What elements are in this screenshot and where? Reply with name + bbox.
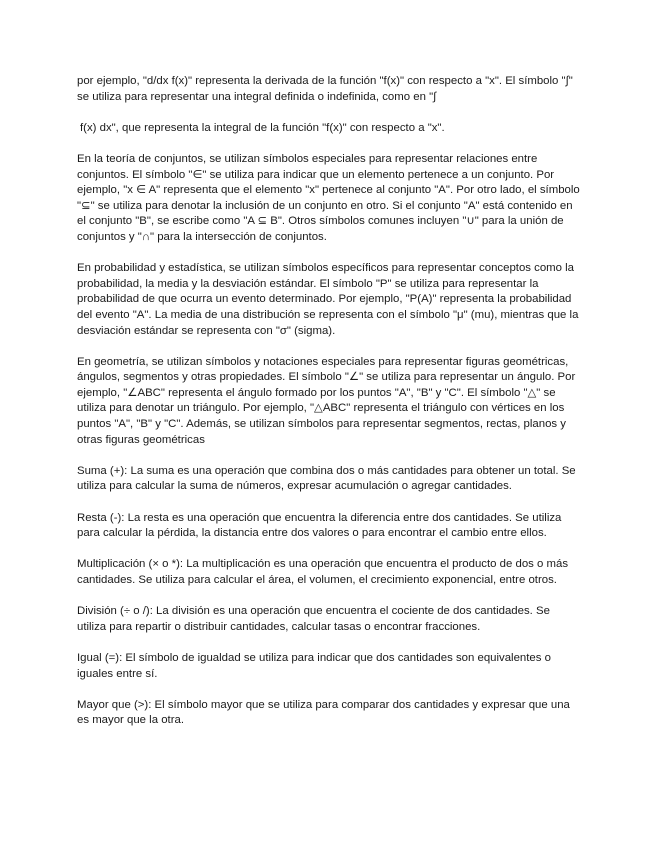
- paragraph-integral-continuation: f(x) dx", que representa la integral de la función "f(x)" con respecto a "x".: [80, 121, 445, 134]
- document-body: [77, 74, 582, 745]
- paragraph-probability: En probabilidad y estadística, se utilizan símbolos específicos para representar conceptos como la probabilidad, la media y la desviación estándar. El símbolo "P" se utiliza para representar la probabilidad de que ocurra un evento determinado. Por ejemplo, "P(A)" representa la probabilidad del evento "A". La media de una distribución se representa con el símbolo "μ" (mu), mientras que la desviación estándar se representa con "σ" (sigma).: [77, 262, 579, 337]
- paragraph-mayor-que: Mayor que (>): El símbolo mayor que se utiliza para comparar dos cantidades y expresar que una es mayor que la otra.: [77, 698, 570, 727]
- paragraph-multiplicacion: Multiplicación (× o *): La multiplicación es una operación que encuentra el producto de dos o más cantidades. Se utiliza para calcular el área, el volumen, el crecimiento exponencial, entre otros.: [77, 558, 569, 586]
- paragraph-geometry: En geometría, se utilizan símbolos y notaciones especiales para representar figuras geométricas, ángulos, segmentos y otras propiedades. El símbolo "∠" se utiliza para representar un ángulo. Por ejemplo, "∠ABC" representa el ángulo formado por los puntos "A", "B" y "C". El símbolo "△" se utiliza para denotar un triángulo. Por ejemplo, "△ABC" representa el triángulo con vértices en los puntos "A", "B" y "C". Además, se utilizan símbolos para representar segmentos, rectas, planos y otras figuras geométricas: [77, 355, 576, 446]
- paragraph-resta: Resta (-): La resta es una operación que encuentra la diferencia entre dos cantidades. Se utiliza para calcular la pérdida, la distancia entre dos valores o para encontrar el cambio entre ellos.: [77, 511, 562, 540]
- paragraph-suma: Suma (+): La suma es una operación que combina dos o más cantidades para obtener un total. Se utiliza para calcular la suma de números, expresar acumulación o agregar cantidades.: [77, 464, 576, 493]
- paragraph-division: División (÷ o /): La división es una operación que encuentra el cociente de dos cantidades. Se utiliza para repartir o distribuir cantidades, calcular tasas o encontrar fracciones.: [77, 605, 550, 633]
- paragraph-set-theory: En la teoría de conjuntos, se utilizan símbolos especiales para representar relaciones entre conjuntos. El símbolo "∈" se utiliza para indicar que un elemento pertenece a un conjunto. Por ejemplo, "x ∈ A" representa que el elemento "x" pertenece al conjunto "A". Por otro lado, el símbolo "⊆" se utiliza para denotar la inclusión de un conjunto en otro. Si el conjunto "A" está contenido en el conjunto "B", se escribe como "A ⊆ B". Otros símbolos comunes incluyen "∪" para la unión de conjuntos y "∩" para la intersección de conjuntos.: [77, 152, 580, 243]
- paragraph-igual: Igual (=): El símbolo de igualdad se utiliza para indicar que dos cantidades son equivalentes o iguales entre sí.: [77, 651, 551, 680]
- paragraph-derivative-integral: por ejemplo, "d/dx f(x)" representa la derivada de la función "f(x)" con respecto a "x". El símbolo "∫" se utiliza para representar una integral definida o indefinida, como en "∫: [77, 75, 573, 103]
